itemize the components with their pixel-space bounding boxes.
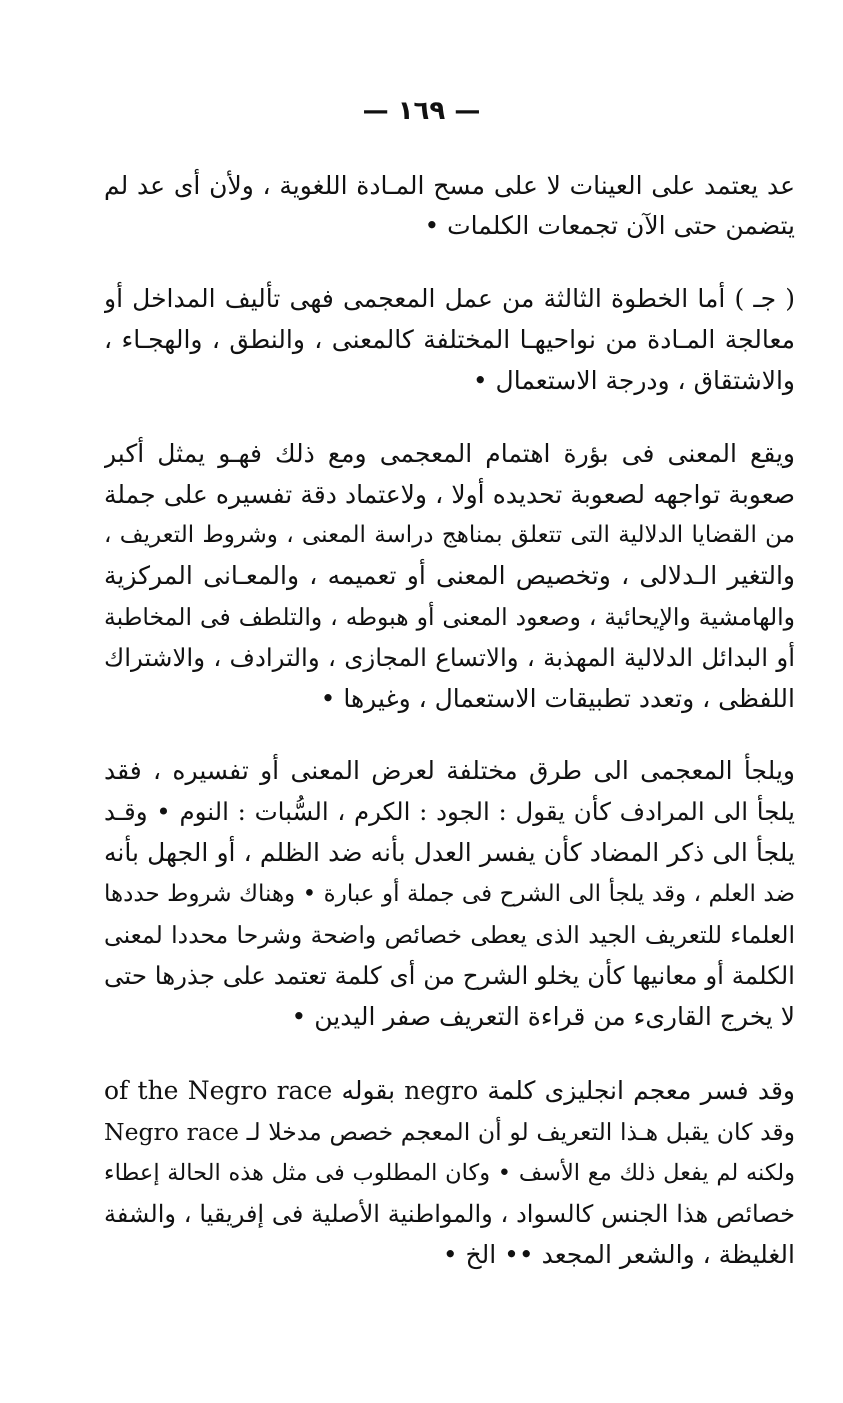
page-number: — ١٦٩ — bbox=[362, 96, 481, 126]
text-line: عد يعتمد على العينات لا على مسح المـادة اللغوية ، ولأن أى عد لم bbox=[104, 171, 795, 200]
text-line: والهامشية والإيحائية ، وصعود المعنى أو هبوطه ، والتلطف فى المخاطبة bbox=[104, 603, 795, 631]
text-line: يتضمن حتى الآن تجمعات الكلمات • bbox=[424, 211, 795, 240]
text-line: العلماء للتعريف الجيد الذى يعطى خصائص واضحة وشرحا محددا لمعنى bbox=[104, 921, 795, 949]
text-line: والاشتقاق ، ودرجة الاستعمال • bbox=[472, 366, 795, 395]
text-line: أو البدائل الدلالية المهذبة ، والاتساع المجازى ، والترادف ، والاشتراك bbox=[104, 643, 795, 672]
text-line: ضد العلم ، وقد يلجأ الى الشرح فى جملة أو عبارة • وهناك شروط حددها bbox=[104, 881, 795, 907]
text-line: ( جـ ) أما الخطوة الثالثة من عمل المعجمى فهى تأليف المداخل أو bbox=[104, 284, 795, 313]
text-line: والتغير الـدلالى ، وتخصيص المعنى أو تعميمه ، والمعـانى المركزية bbox=[104, 561, 795, 590]
text-line: وقد كان يقبل هـذا التعريف لو أن المعجم خصص مدخلا لـ Negro race bbox=[104, 1118, 795, 1146]
text-line: خصائص هذا الجنس كالسواد ، والمواطنية الأصلية فى إفريقيا ، والشفة bbox=[104, 1200, 795, 1228]
text-line: وقد فسر معجم انجليزى كلمة negro بقوله of the Negro race bbox=[104, 1076, 795, 1105]
text-line: ويقع المعنى فى بؤرة اهتمام المعجمى ومع ذلك فهـو يمثل أكبر bbox=[104, 439, 795, 468]
text-line: لا يخرج القارىء من قراءة التعريف صفر اليدين • bbox=[291, 1002, 795, 1031]
text-line: ولكنه لم يفعل ذلك مع الأسف • وكان المطلوب فى مثل هذه الحالة إعطاء bbox=[104, 1160, 795, 1186]
text-line: ويلجأ المعجمى الى طرق مختلفة لعرض المعنى أو تفسيره ، فقد bbox=[104, 756, 795, 785]
text-line: يلجأ الى ذكر المضاد كأن يفسر العدل بأنه ضد الظلم ، أو الجهل بأنه bbox=[104, 838, 795, 867]
text-line: من القضايا الدلالية التى تتعلق بمناهج دراسة المعنى ، وشروط التعريف ، bbox=[104, 522, 795, 548]
text-line: صعوبة تواجهه لصعوبة تحديده أولا ، ولاعتماد دقة تفسيره على جملة bbox=[104, 480, 795, 509]
text-line: اللفظى ، وتعدد تطبيقات الاستعمال ، وغيرها • bbox=[320, 684, 795, 713]
text-line: الغليظة ، والشعر المجعد •• الخ • bbox=[442, 1240, 795, 1269]
text-line: يلجأ الى المرادف كأن يقول : الجود : الكرم ، السُّبات : النوم • وقـد bbox=[104, 797, 795, 826]
text-line: معالجة المـادة من نواحيهـا المختلفة كالمعنى ، والنطق ، والهجـاء ، bbox=[104, 325, 795, 354]
text-line: الكلمة أو معانيها كأن يخلو الشرح من أى كلمة تعتمد على جذرها حتى bbox=[104, 961, 795, 990]
